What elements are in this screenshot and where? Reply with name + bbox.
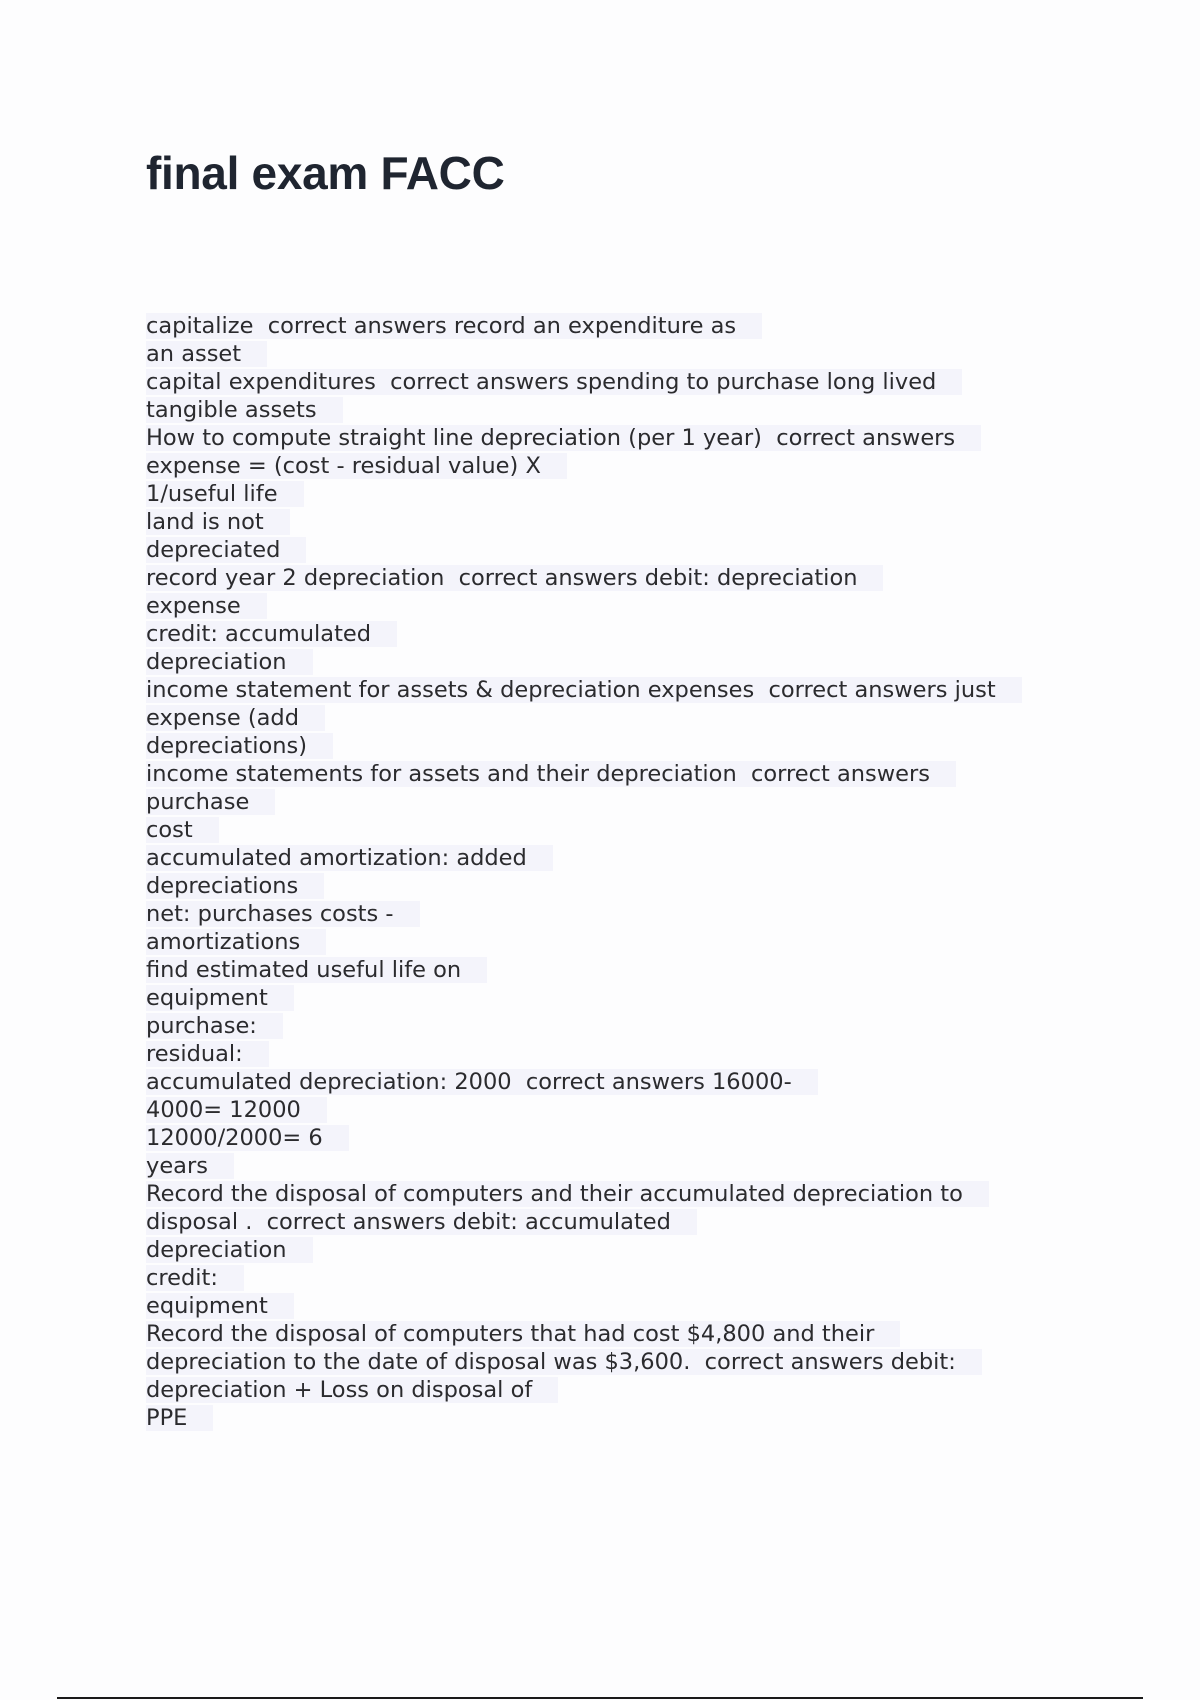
text-line: net: purchases costs - [146, 900, 1096, 928]
text-line: equipment [146, 1292, 1096, 1320]
text-line: purchase [146, 788, 1096, 816]
text-line: accumulated amortization: added [146, 844, 1096, 872]
text-line: depreciation to the date of disposal was $3,600. correct answers debit: [146, 1348, 1096, 1376]
text-line: tangible assets [146, 396, 1096, 424]
text-line: record year 2 depreciation correct answers debit: depreciation [146, 564, 1096, 592]
text-line: disposal . correct answers debit: accumulated [146, 1208, 1096, 1236]
text-line: credit: accumulated [146, 620, 1096, 648]
text-line: an asset [146, 340, 1096, 368]
text-line: cost [146, 816, 1096, 844]
text-line: amortizations [146, 928, 1096, 956]
text-line: PPE [146, 1404, 1096, 1432]
text-line: 1/useful life [146, 480, 1096, 508]
document-title: final exam FACC [146, 147, 505, 199]
text-line: credit: [146, 1264, 1096, 1292]
text-line: capitalize correct answers record an expenditure as [146, 312, 1096, 340]
text-line: 4000= 12000 [146, 1096, 1096, 1124]
text-line: capital expenditures correct answers spending to purchase long lived [146, 368, 1096, 396]
flashcard-text-body [146, 312, 1096, 1432]
text-line: equipment [146, 984, 1096, 1012]
text-line: land is not [146, 508, 1096, 536]
text-line: accumulated depreciation: 2000 correct answers 16000- [146, 1068, 1096, 1096]
text-line: expense [146, 592, 1096, 620]
text-line: residual: [146, 1040, 1096, 1068]
text-line: years [146, 1152, 1096, 1180]
text-line: find estimated useful life on [146, 956, 1096, 984]
text-line: depreciations [146, 872, 1096, 900]
text-line: How to compute straight line depreciation (per 1 year) correct answers [146, 424, 1096, 452]
text-line: 12000/2000= 6 [146, 1124, 1096, 1152]
text-line: depreciation [146, 648, 1096, 676]
text-line: depreciation [146, 1236, 1096, 1264]
text-line: Record the disposal of computers that had cost $4,800 and their [146, 1320, 1096, 1348]
text-line: Record the disposal of computers and their accumulated depreciation to [146, 1180, 1096, 1208]
text-line: depreciation + Loss on disposal of [146, 1376, 1096, 1404]
text-line: depreciations) [146, 732, 1096, 760]
footer-divider [57, 1697, 1143, 1699]
text-line: income statement for assets & depreciation expenses correct answers just [146, 676, 1096, 704]
text-line: expense (add [146, 704, 1096, 732]
text-line: expense = (cost - residual value) X [146, 452, 1096, 480]
text-line: purchase: [146, 1012, 1096, 1040]
text-line: depreciated [146, 536, 1096, 564]
text-line: income statements for assets and their depreciation correct answers [146, 760, 1096, 788]
